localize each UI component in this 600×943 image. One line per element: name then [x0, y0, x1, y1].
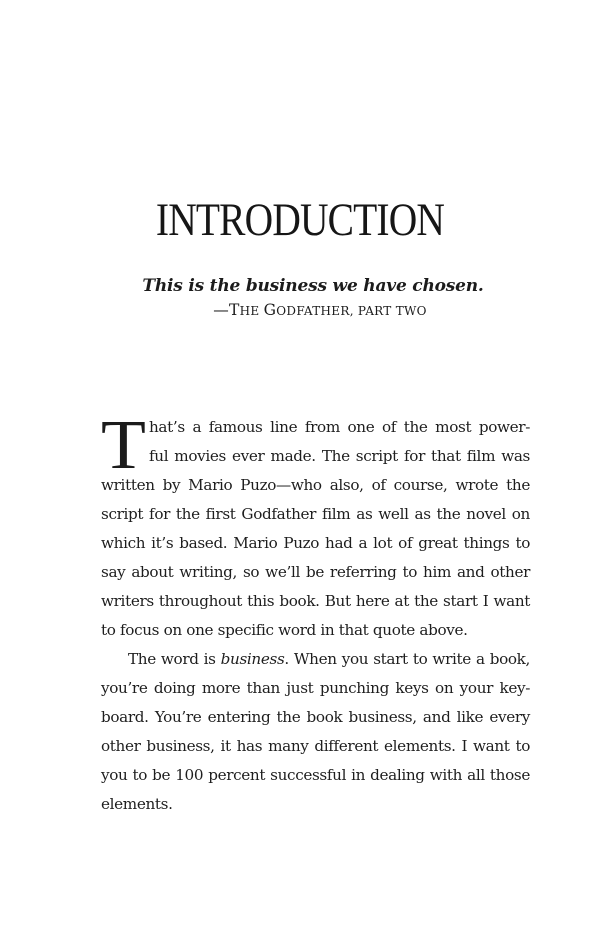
text-fragment: . When you start to write a book, — [284, 650, 530, 668]
text-line — [101, 645, 530, 674]
text-line: other business, it has many different elements. I want to — [101, 737, 530, 755]
attribution-part1: HE — [239, 304, 264, 318]
emphasis-business: business — [220, 650, 285, 668]
attribution-prefix: —T — [213, 301, 240, 319]
text-line: board. You’re entering the book business, and like every — [101, 708, 530, 726]
body-text — [101, 407, 530, 819]
text-line: ful movies ever made. The script for that film was — [149, 447, 530, 465]
text-line: written by Mario Puzo—who also, of course, wrote the — [101, 476, 530, 494]
text-line: script for the first Godfather film as well as the novel on — [101, 505, 530, 523]
attribution-g: G — [263, 301, 277, 319]
text-line: you to be 100 percent successful in dealing with all those — [101, 766, 530, 784]
epigraph — [0, 273, 600, 323]
text-line: say about writing, so we’ll be referring to him and other — [101, 563, 530, 581]
epigraph-quote: This is the business we have chosen. — [142, 276, 484, 296]
drop-cap: T — [101, 407, 146, 484]
text-line: you’re doing more than just punching keys on your key- — [101, 679, 530, 697]
text-line: to focus on one specific word in that quote above. — [101, 621, 468, 639]
paragraph-2 — [101, 645, 530, 819]
text-line: which it’s based. Mario Puzo had a lot of great things to — [101, 534, 530, 552]
text-line: hat’s a famous line from one of the most power- — [149, 418, 530, 436]
text-fragment: The word is — [128, 650, 221, 668]
text-line: elements. — [101, 795, 173, 813]
attribution-part2: ODFATHER, PART TWO — [276, 304, 427, 318]
paragraph-1 — [101, 407, 530, 645]
text-line: writers throughout this book. But here at the start I want — [101, 592, 530, 610]
epigraph-attribution — [0, 298, 600, 323]
chapter-title: INTRODUCTION — [155, 194, 445, 246]
